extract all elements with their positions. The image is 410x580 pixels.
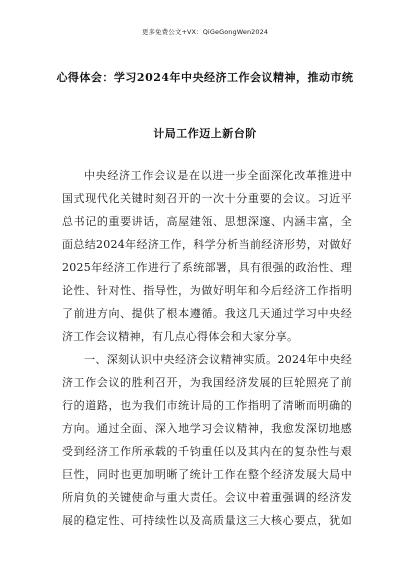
document-title-line-1: 心得体会：学习2024年中央经济工作会议精神，推动市统 <box>56 71 354 84</box>
paragraph-1-line: 总书记的重要讲话，高屋建瓴、思想深邃、内涵丰富，全 <box>62 215 352 228</box>
paragraph-1-line: 国式现代化关键时刻召开的一次十分重要的会议。习近平 <box>62 192 352 205</box>
paragraph-2-line: 方向。通过全面、深入地学习会议精神，我愈发深切地感 <box>62 422 352 435</box>
paragraph-1-line: 论性、针对性、指导性，为做好明年和今后经济工作指明 <box>62 284 352 297</box>
paragraph-2-line: 一、深刻认识中央经济会议精神实质。2024年中央经 <box>84 353 352 366</box>
paragraph-2-line: 受到经济工作所承载的千钧重任以及其内在的复杂性与艰 <box>62 445 352 458</box>
paragraph-1-line: 了前进方向、提供了根本遵循。我这几天通过学习中央经 <box>62 307 352 320</box>
document-body <box>62 164 352 532</box>
paragraph-1-line: 面总结2024年经济工作，科学分析当前经济形势，对做好 <box>62 238 352 251</box>
paragraph-1-line: 中央经济工作会议是在以进一步全面深化改革推进中 <box>84 169 352 182</box>
paragraph-2-line: 行的道路，也为我们市统计局的工作指明了清晰而明确的 <box>62 399 352 412</box>
paragraph-1-line: 济工作会议精神，有几点心得体会和大家分享。 <box>62 330 299 343</box>
paragraph-2-line: 所肩负的关键使命与重大责任。会议中着重强调的经济发 <box>62 491 352 504</box>
paragraph-2-line: 展的稳定性、可持续性以及高质量这三大核心要点，犹如 <box>62 514 352 527</box>
paragraph-2-line: 巨性，同时也更加明晰了统计工作在整个经济发展大局中 <box>62 468 352 481</box>
header-note: 更多免费公文+VX：QiGeGongWen2024 <box>141 28 269 36</box>
document-title-line-2: 计局工作迈上新台阶 <box>153 127 257 140</box>
paragraph-2-line: 济工作会议的胜利召开，为我国经济发展的巨轮照亮了前 <box>62 376 352 389</box>
paragraph-1-line: 2025年经济工作进行了系统部署，具有很强的政治性、理 <box>62 261 352 274</box>
